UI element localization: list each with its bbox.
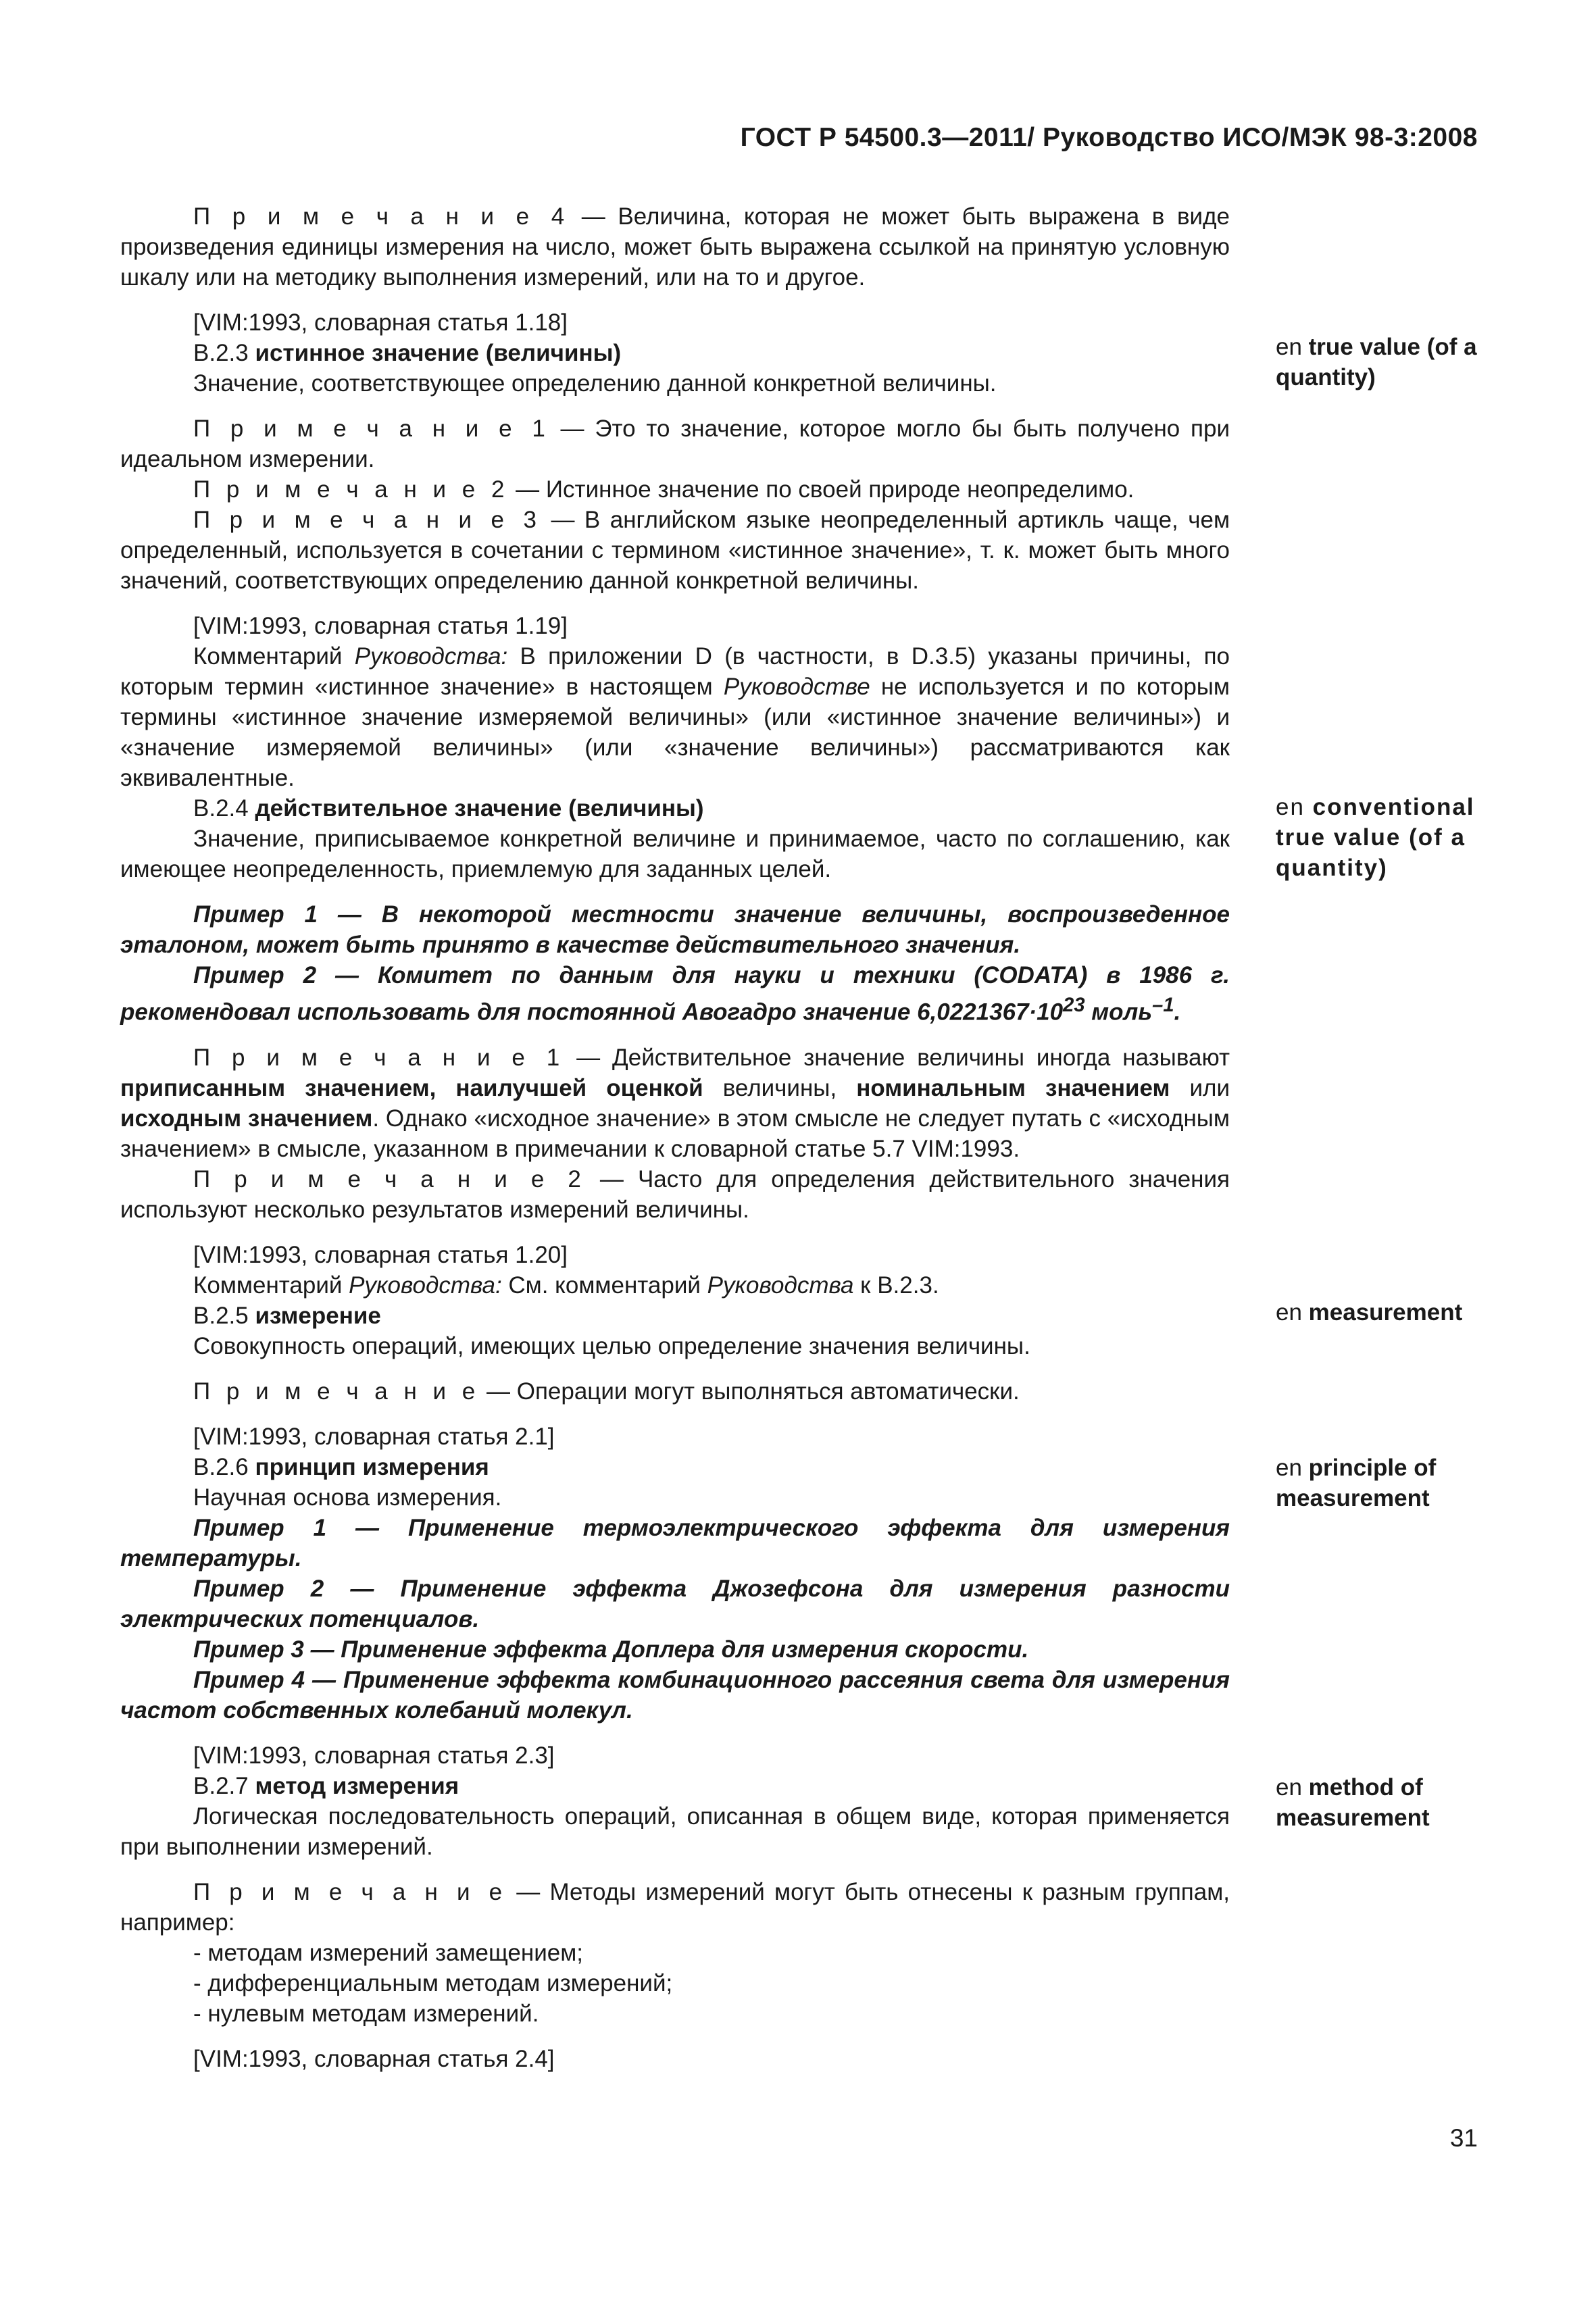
vim-reference: [VIM:1993, словарная статья 2.4] bbox=[193, 2045, 555, 2072]
comment-text: Руководстве bbox=[723, 674, 870, 700]
note-label: П р и м е ч а н и е bbox=[193, 1378, 480, 1405]
example-paragraph bbox=[120, 960, 1230, 1028]
vim-reference: [VIM:1993, словарная статья 2.3] bbox=[193, 1742, 555, 1769]
list-item: - дифференциальным методам измерений; bbox=[193, 1969, 673, 1996]
page-number: 31 bbox=[1449, 2124, 1478, 2152]
term-name: метод измерения bbox=[255, 1772, 459, 1799]
note-text: — Методы измерений могут быть отнесены к разным группам, например: bbox=[120, 1878, 1230, 1936]
vim-reference: [VIM:1993, словарная статья 2.1] bbox=[193, 1423, 555, 1450]
note-label: П р и м е ч а н и е 4 bbox=[193, 203, 570, 230]
vim-reference: [VIM:1993, словарная статья 1.18] bbox=[193, 309, 568, 336]
side-term-principle bbox=[1276, 1453, 1499, 1513]
note-text: или bbox=[1170, 1074, 1230, 1101]
note-label: П р и м е ч а н и е 1 bbox=[193, 1044, 565, 1071]
note-paragraph bbox=[120, 1042, 1230, 1164]
note-paragraph bbox=[120, 201, 1230, 293]
term-number: B.2.7 bbox=[193, 1772, 255, 1799]
list-item: - нулевым методам измерений. bbox=[193, 2000, 539, 2027]
comment-text: Комментарий bbox=[193, 643, 355, 670]
example-paragraph: Пример 4 — Применение эффекта комбинационного рассеяния света для измерения частот собственных колебаний молекул. bbox=[120, 1666, 1230, 1724]
example-paragraph: Пример 1 — Применение термоэлектрического эффекта для измерения температуры. bbox=[120, 1514, 1230, 1571]
note-emphasis: номинальным значением bbox=[856, 1074, 1170, 1101]
exponent: 23 bbox=[1063, 995, 1085, 1016]
term-number: B.2.5 bbox=[193, 1302, 255, 1329]
comment-text: Руководства: bbox=[354, 643, 508, 670]
lang-code: en bbox=[1276, 1774, 1309, 1801]
term-heading bbox=[120, 793, 1230, 824]
comment-text: В приложении D (в частности, в D.3.5) указаны причины, по которым термин «истинное значение» в настоящем bbox=[120, 643, 1230, 700]
note-paragraph bbox=[120, 413, 1230, 474]
term-name: истинное значение (величины) bbox=[255, 340, 622, 366]
example-unit: моль bbox=[1084, 999, 1153, 1026]
example-text: . bbox=[1174, 999, 1181, 1026]
note-label: П р и м е ч а н и е 3 bbox=[193, 507, 541, 533]
document-body bbox=[120, 201, 1230, 2074]
note-text: — В английском языке неопределенный артикль чаще, чем определенный, используется в сочетании с термином «истинное значение», т. к. может быть много значений, соответствующих определению данной конкретной величины. bbox=[120, 507, 1230, 594]
side-term-conventional-true-value bbox=[1276, 792, 1499, 883]
note-text: — Это то значение, которое могло бы быть получено при идеальном измерении. bbox=[120, 416, 1230, 472]
comment-text: См. комментарий bbox=[501, 1272, 707, 1299]
comment-paragraph bbox=[120, 1270, 1230, 1301]
vim-reference: [VIM:1993, словарная статья 1.20] bbox=[193, 1241, 568, 1268]
english-term: true value (of a quantity) bbox=[1276, 334, 1477, 391]
note-emphasis: исходным значением bbox=[120, 1105, 373, 1132]
term-definition: Значение, приписываемое конкретной величине и принимаемое, часто по соглашению, как имеющее неопределенность, приемлемую для заданных целей. bbox=[120, 826, 1230, 882]
term-number: B.2.4 bbox=[193, 795, 255, 822]
english-term: principle of measurement bbox=[1276, 1455, 1437, 1511]
term-heading bbox=[120, 338, 1230, 368]
note-text: — Операции могут выполняться автоматически. bbox=[480, 1378, 1020, 1405]
comment-paragraph bbox=[120, 641, 1230, 793]
term-number: B.2.6 bbox=[193, 1453, 255, 1480]
example-paragraph: Пример 1 — В некоторой местности значение величины, воспроизведенное эталоном, может быть принято в качестве действительного значения. bbox=[120, 901, 1230, 958]
comment-text: Руководства: bbox=[349, 1272, 502, 1299]
term-definition: Значение, соответствующее определению данной конкретной величины. bbox=[193, 370, 997, 397]
term-definition: Логическая последовательность операций, описанная в общем виде, которая применяется при выполнении измерений. bbox=[120, 1803, 1230, 1860]
side-term-measurement bbox=[1276, 1297, 1499, 1328]
note-text: величины, bbox=[703, 1074, 857, 1101]
lang-code: en bbox=[1276, 794, 1313, 820]
english-term: measurement bbox=[1308, 1299, 1463, 1326]
example-paragraph: Пример 3 — Применение эффекта Доплера для измерения скорости. bbox=[193, 1636, 1029, 1663]
note-text: — Истинное значение по своей природе неопределимо. bbox=[509, 476, 1134, 503]
note-emphasis: приписанным значением, наилучшей оценкой bbox=[120, 1074, 703, 1101]
side-term-true-value bbox=[1276, 332, 1499, 393]
comment-text: Комментарий bbox=[193, 1272, 349, 1299]
term-definition: Совокупность операций, имеющих целью определение значения величины. bbox=[193, 1332, 1030, 1359]
exponent: –1 bbox=[1152, 995, 1174, 1016]
note-text: — Действительное значение величины иногда называют bbox=[564, 1044, 1230, 1071]
page-header: ГОСТ Р 54500.3—2011/ Руководство ИСО/МЭК 98-3:2008 bbox=[740, 123, 1478, 152]
comment-text: Руководства bbox=[707, 1272, 854, 1299]
term-name: действительное значение (величины) bbox=[255, 795, 704, 822]
note-paragraph bbox=[120, 1877, 1230, 1938]
note-label: П р и м е ч а н и е 1 bbox=[193, 416, 550, 442]
note-text: . Однако «исходное значение» в этом смысле не следует путать с «исходным значением» в смысле, указанном в примечании к словарной статье 5.7 VIM:1993. bbox=[120, 1105, 1230, 1162]
lang-code: en bbox=[1276, 334, 1309, 360]
term-number: B.2.3 bbox=[193, 340, 255, 366]
vim-reference: [VIM:1993, словарная статья 1.19] bbox=[193, 613, 568, 639]
note-label: П р и м е ч а н и е 2 bbox=[193, 1165, 586, 1192]
comment-text: не используется и по которым термины «истинное значение измеряемой величины» (или «истинное значение величины») и «значение измеряемой величины» (или «значение величины») рассматриваются как эквивалентные. bbox=[120, 674, 1230, 791]
note-text: — Величина, которая не может быть выражена в виде произведения единицы измерения на число, может быть выражена ссылкой на принятую условную шкалу или на методику выполнения измерений, или на то и другое. bbox=[120, 203, 1230, 291]
note-paragraph bbox=[120, 505, 1230, 596]
lang-code: en bbox=[1276, 1455, 1309, 1481]
note-label: П р и м е ч а н и е 2 bbox=[193, 476, 509, 503]
note-label: П р и м е ч а н и е bbox=[193, 1878, 507, 1905]
note-text: — Часто для определения действительного значения используют несколько результатов измерений величины. bbox=[120, 1165, 1230, 1223]
list-item: - методам измерений замещением; bbox=[193, 1939, 584, 1966]
term-heading bbox=[120, 1771, 1230, 1801]
note-paragraph bbox=[120, 1164, 1230, 1225]
example-text: Пример 2 — Комитет по данным для науки и техники (CODATA) в 1986 г. рекомендовал использовать для постоянной Авогадро значение 6,0221367·10 bbox=[120, 962, 1230, 1026]
note-paragraph bbox=[120, 1376, 1230, 1407]
lang-code: en bbox=[1276, 1299, 1309, 1326]
term-heading bbox=[120, 1452, 1230, 1482]
term-name: измерение bbox=[255, 1302, 381, 1329]
english-term: method of measurement bbox=[1276, 1774, 1430, 1831]
term-heading bbox=[120, 1301, 1230, 1331]
english-term: conventional true value (of a quantity) bbox=[1276, 794, 1475, 881]
note-paragraph bbox=[120, 474, 1230, 505]
example-paragraph: Пример 2 — Применение эффекта Джозефсона для измерения разности электрических потенциалов. bbox=[120, 1575, 1230, 1632]
comment-text: к B.2.3. bbox=[853, 1272, 939, 1299]
term-definition: Научная основа измерения. bbox=[193, 1484, 502, 1511]
term-name: принцип измерения bbox=[255, 1453, 489, 1480]
side-term-method bbox=[1276, 1772, 1499, 1833]
